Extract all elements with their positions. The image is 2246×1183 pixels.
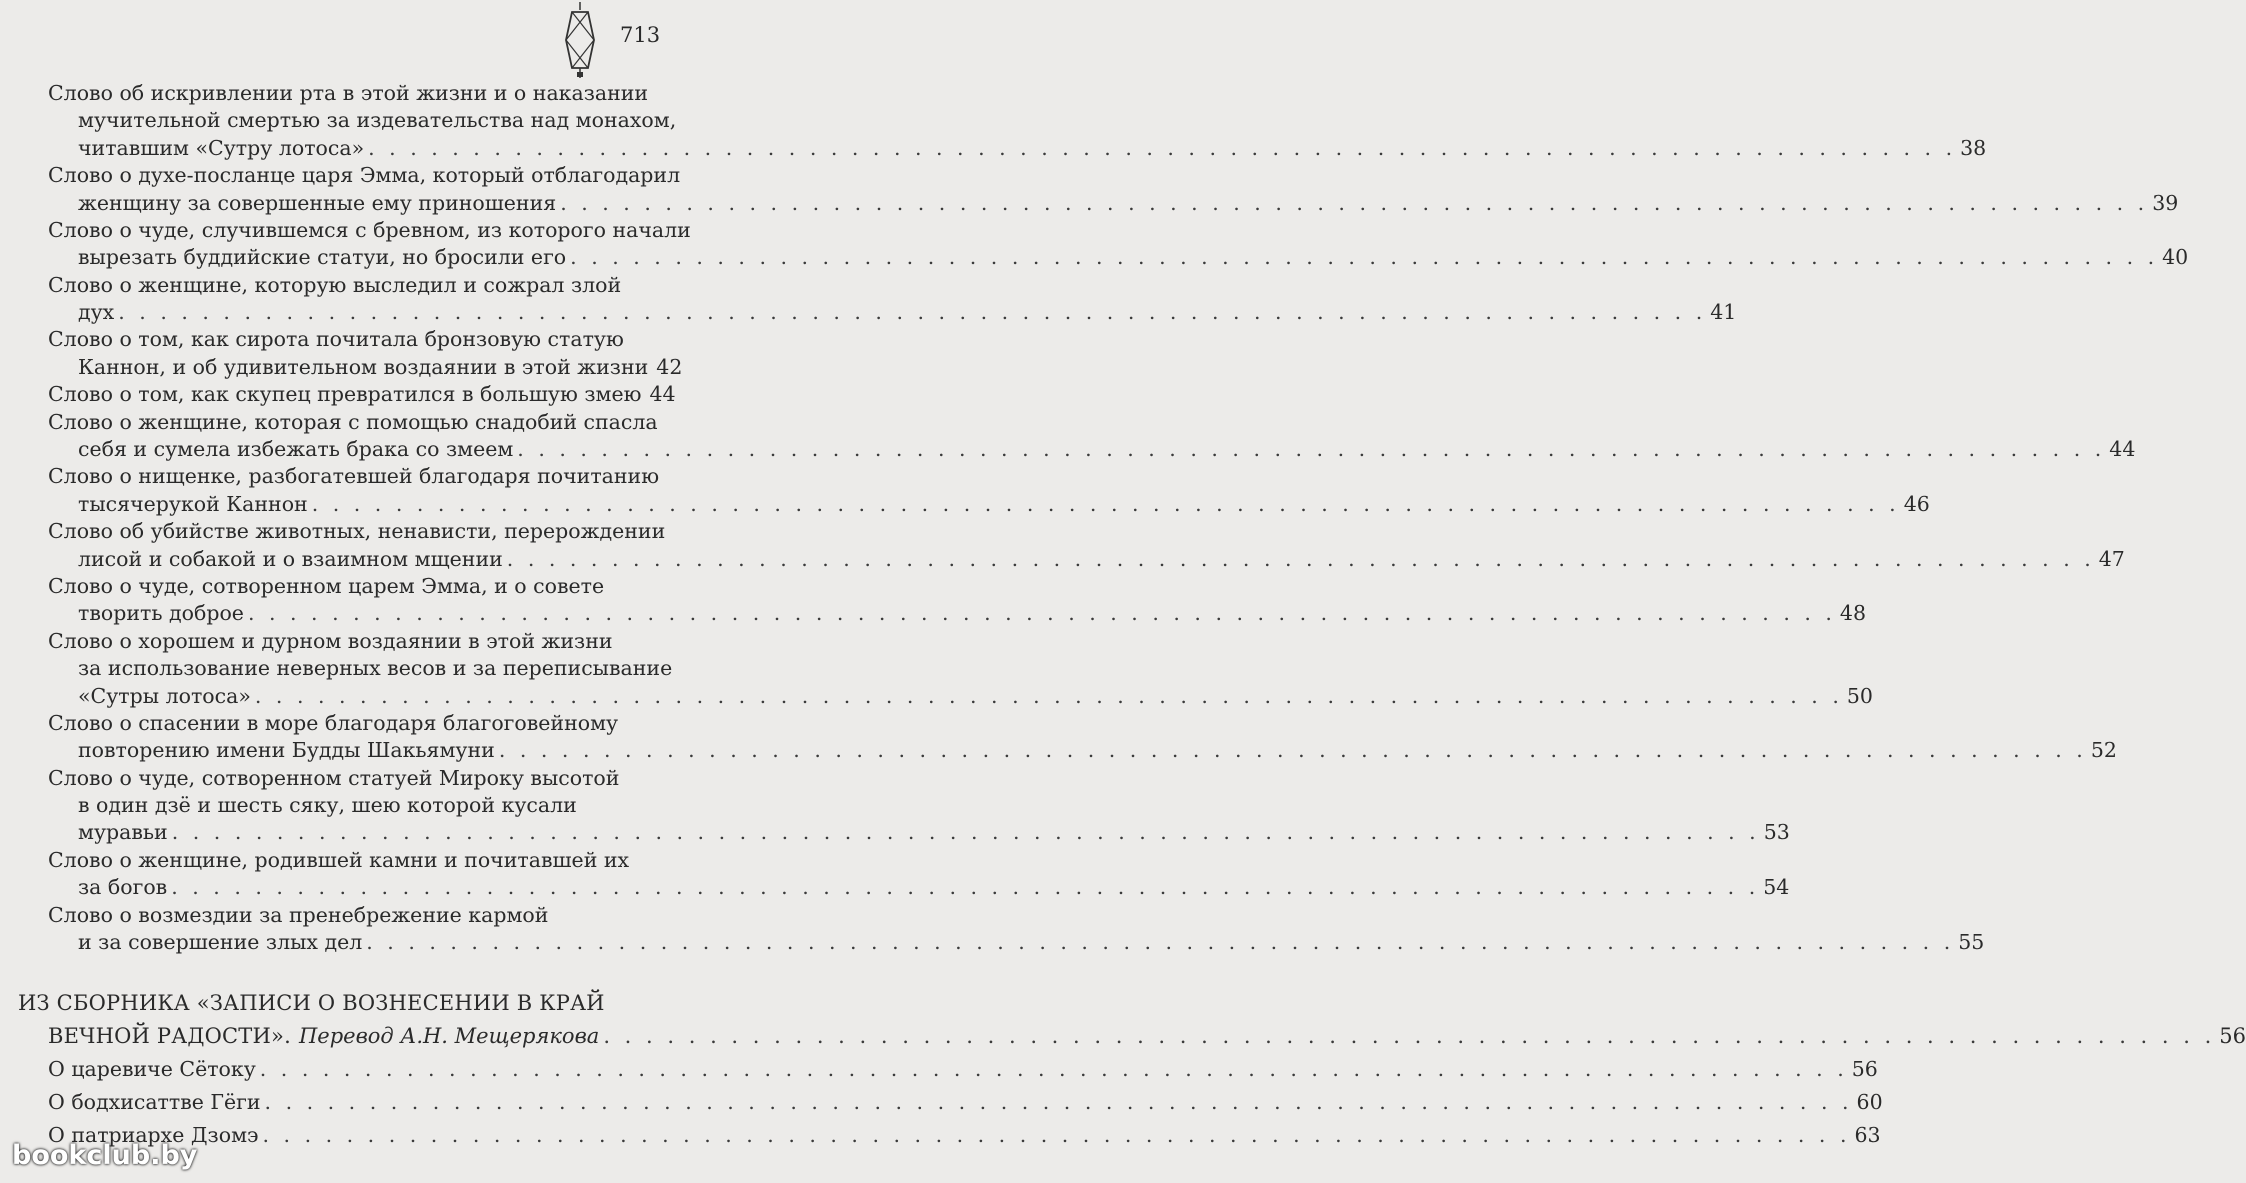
toc-entry[interactable]: О патриархе Дзомэ . . . 63 xyxy=(48,1119,660,1152)
toc-entry-line: Слово о женщине, которую выследил и сожрал злой xyxy=(48,273,622,297)
toc-entry-last-line[interactable]: и за совершение злых дел . . . 55 xyxy=(78,929,660,956)
toc-entry-last-line[interactable]: за богов . . . 54 xyxy=(78,874,660,901)
toc-entry-line: Слово о том, как сирота почитала бронзовую статую xyxy=(48,327,624,351)
toc-entry-line: Слово о возмездии за пренебрежение кармой xyxy=(48,903,549,927)
toc-entry-last-line[interactable]: дух . . . 41 xyxy=(78,299,660,326)
toc-entry-last-line[interactable]: Каннон, и об удивительном воздаянии в этой жизни 42 xyxy=(78,355,683,379)
page-ref: 52 xyxy=(2090,738,2117,762)
page-ref: 53 xyxy=(1763,820,1790,844)
toc-entry-last-line[interactable]: вырезать буддийские статуи, но бросили его . . . 40 xyxy=(78,244,660,271)
page-ref: 55 xyxy=(1958,930,1985,954)
page-ref: 40 xyxy=(2162,245,2189,269)
toc-entry-last-line[interactable]: тысячерукой Каннон . . . 46 xyxy=(78,491,660,518)
translator-credit: Перевод А.Н. Мещерякова xyxy=(298,1024,600,1048)
toc-entry-last-line[interactable]: читавшим «Сутру лотоса» . . . 38 xyxy=(78,135,660,162)
page-ref: 56 xyxy=(2219,1024,2246,1048)
page-ref: 44 xyxy=(649,382,676,406)
page-ref: 60 xyxy=(1856,1090,1883,1114)
toc-entry-line: Слово о чуде, сотворенном царем Эмма, и о совете xyxy=(48,574,605,598)
toc-entry-line: Слово о нищенке, разбогатевшей благодаря почитанию xyxy=(48,464,660,488)
toc-entry-line: Слово об убийстве животных, ненависти, перерождении xyxy=(48,519,666,543)
page-ref: 44 xyxy=(2109,437,2136,461)
toc-entry-last-line[interactable]: «Сутры лотоса» . . . 50 xyxy=(78,683,660,710)
toc-entry-line: мучительной смертью за издевательства над монахом, xyxy=(78,108,677,132)
toc-entry-line: Слово о женщине, которая с помощью снадобий спасла xyxy=(48,410,658,434)
page-ref: 38 xyxy=(1960,136,1987,160)
toc-entry-last-line[interactable]: женщину за совершенные ему приношения . . . 39 xyxy=(78,190,660,217)
page-ref: 48 xyxy=(1839,601,1867,625)
page-ref: 42 xyxy=(656,355,683,379)
page-ref: 39 xyxy=(2152,191,2179,215)
toc-entry-last-line[interactable]: лисой и собакой и о взаимном мщении . . . 47 xyxy=(78,546,660,573)
page-ref: 63 xyxy=(1854,1123,1881,1147)
section-title-line: ИЗ СБОРНИКА «ЗАПИСИ О ВОЗНЕСЕНИИ В КРАЙ xyxy=(18,991,605,1015)
toc-entry-last-line[interactable]: муравьи . . . 53 xyxy=(78,819,660,846)
section-title-line-2: ВЕЧНОЙ РАДОСТИ». Перевод А.Н. Мещерякова . . . 56 xyxy=(48,1020,660,1053)
page-ref: 56 xyxy=(1851,1057,1878,1081)
page-ref: 41 xyxy=(1710,300,1737,324)
toc-entry-line: Слово о чуде, сотворенном статуей Мироку высотой xyxy=(48,766,620,790)
toc-entry-last-line[interactable]: творить доброе . . . 48 xyxy=(78,600,660,627)
page-ref: 54 xyxy=(1763,875,1790,899)
toc-entry-line: Слово о чуде, случившемся с бревном, из которого начали xyxy=(48,218,691,242)
toc-entry-last-line[interactable]: повторению имени Будды Шакьямуни . . . 52 xyxy=(78,737,660,764)
toc-entry-line: в один дзё и шесть сяку, шею которой кусали xyxy=(78,793,577,817)
toc-entry-last-line[interactable]: себя и сумела избежать брака со змеем . . . 44 xyxy=(78,436,660,463)
toc-entry-line: Слово о хорошем и дурном воздаянии в этой жизни xyxy=(48,629,613,653)
page-ref: 47 xyxy=(2098,547,2125,571)
page-number: 713 xyxy=(620,23,661,47)
page-ref: 50 xyxy=(1846,684,1873,708)
toc-entry-line: Слово о духе-посланце царя Эмма, который отблагодарил xyxy=(48,163,681,187)
page-ref: 46 xyxy=(1903,492,1930,516)
toc-entry[interactable]: О царевиче Сётоку . . . 56 xyxy=(48,1053,660,1086)
toc-entry-line: за использование неверных весов и за переписывание xyxy=(78,656,673,680)
toc-entry[interactable]: О бодхисаттве Гёги . . . 60 xyxy=(48,1086,660,1119)
toc-entry-last-line[interactable]: Слово о том, как скупец превратился в большую змею 44 xyxy=(48,382,676,406)
toc-entry-line: Слово о спасении в море благодаря благоговейному xyxy=(48,711,619,735)
toc-entry-line: Слово об искривлении рта в этой жизни и о наказании xyxy=(48,81,649,105)
toc-entry-line: Слово о женщине, родившей камни и почитавшей их xyxy=(48,848,630,872)
watermark: bookclub.by xyxy=(12,1140,198,1171)
